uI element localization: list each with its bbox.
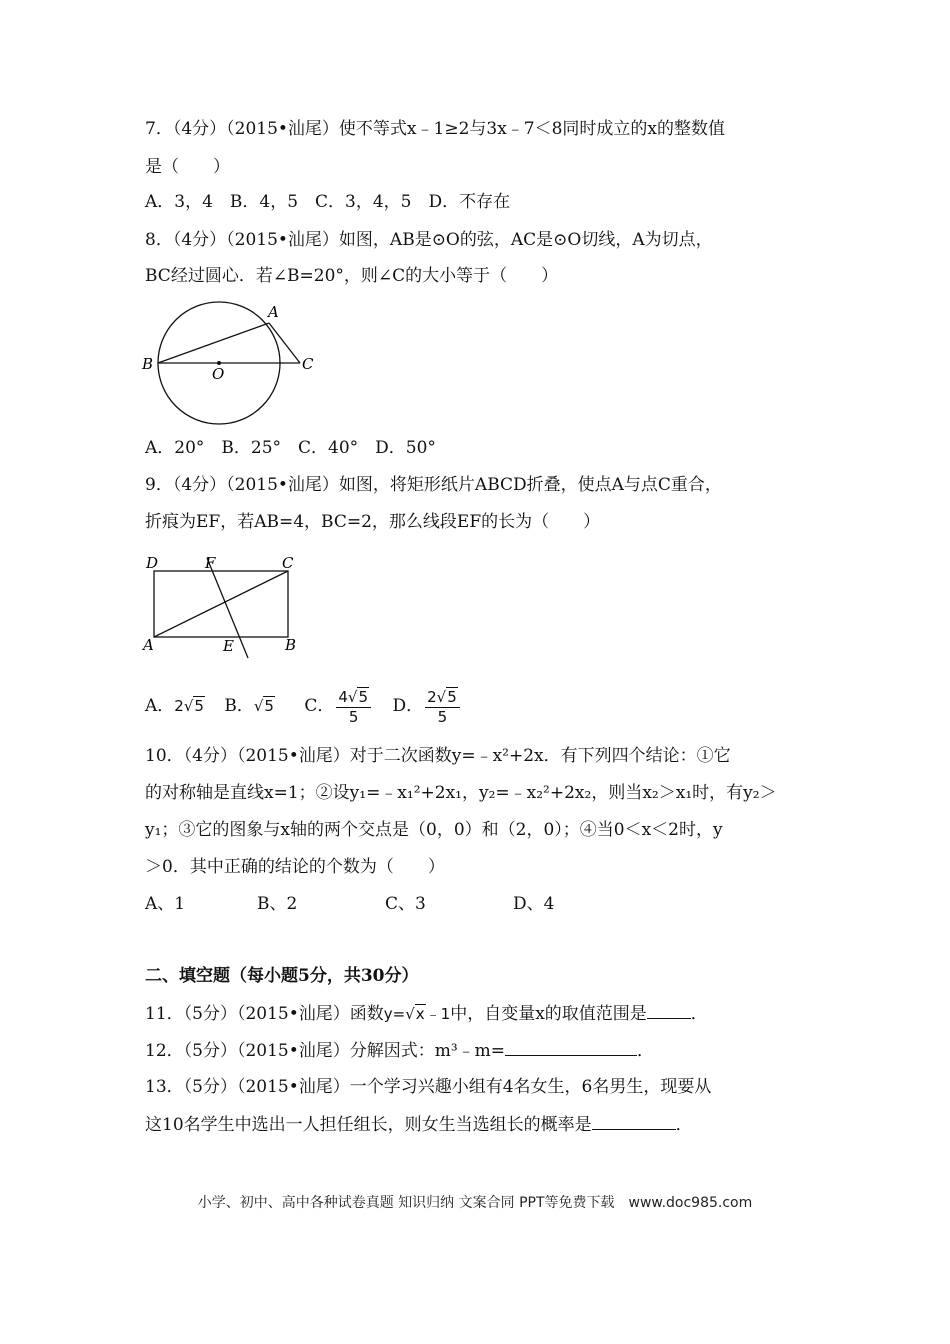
q11-prefix: 11．（5分）（2015•汕尾）函数 — [145, 1004, 384, 1024]
label-d: D — [146, 554, 159, 572]
q7-stem-line1: 7．（4分）（2015•汕尾）使不等式x﹣1≥2与3x﹣7＜8同时成立的x的整数值 — [145, 119, 726, 139]
label-e: E — [223, 637, 234, 655]
q9-option-d-fraction: $\frac{2√5}{5}$ — [425, 688, 460, 726]
q10-option-b: B、2 — [257, 894, 298, 914]
tangent-ac — [269, 323, 300, 363]
label-a: A — [268, 303, 279, 321]
q7-stem-line2: 是（ ） — [145, 157, 230, 177]
q9-stem-line1: 9．（4分）（2015•汕尾）如图，将矩形纸片ABCD折叠，使点A与点C重合， — [145, 475, 722, 495]
label-o: O — [212, 365, 225, 383]
q9-stem-line2: 折痕为EF，若AB=4，BC=2，那么线段EF的长为（ ） — [145, 512, 601, 532]
q10-stem-line1: 10．（4分）（2015•汕尾）对于二次函数y=﹣x²+2x．有下列四个结论：①它 — [145, 746, 731, 766]
q8-stem-line2: BC经过圆心．若∠B=20°，则∠C的大小等于（ ） — [145, 266, 559, 286]
q10-option-d: D、4 — [513, 894, 555, 914]
page-footer: 小学、初中、高中各种试卷真题 知识归纳 文案合同 PPT等免费下载 www.doc985.com — [197, 1195, 753, 1211]
q11-answer-blank[interactable] — [647, 1002, 691, 1019]
q8-stem-line1: 8．（4分）（2015•汕尾）如图，AB是⊙O的弦，AC是⊙O切线，A为切点， — [145, 230, 713, 250]
q9-option-b-value: √5 — [253, 697, 274, 715]
q11-suffix: 中，自变量x的取值范围是 — [450, 1004, 647, 1024]
q10-stem-line2: 的对称轴是直线x=1；②设y₁=﹣x₁²+2x₁，y₂=﹣x₂²+2x₂，则当x₂＞x₁时，有y₂＞ — [145, 783, 777, 803]
q12-stem: 12．（5分）（2015•汕尾）分解因式：m³﹣m= ． — [145, 1041, 655, 1061]
section-title-fill-in: 二、填空题（每小题5分，共30分） — [145, 966, 419, 986]
q10-option-a: A、1 — [145, 894, 186, 914]
q7-options: A．3，4 B．4，5 C．3，4，5 D．不存在 — [145, 192, 511, 212]
q10-options — [145, 893, 554, 915]
q9-rectangle-figure — [140, 550, 310, 660]
q9-option-a-value: 2√5 — [174, 697, 204, 715]
q9-option-c-label: C． — [304, 696, 335, 716]
label-f: F — [205, 554, 216, 572]
q9-options — [145, 686, 462, 726]
diagonal-ac — [154, 571, 288, 637]
q10-stem-line4: ＞0．其中正确的结论的个数为（ ） — [145, 857, 445, 877]
q9-option-a-label: A． — [145, 696, 175, 716]
q12-answer-blank[interactable] — [505, 1039, 637, 1056]
label-b: B — [142, 355, 154, 373]
q8-circle-figure — [140, 295, 330, 430]
chord-ab — [158, 323, 269, 363]
q12-prefix: 12．（5分）（2015•汕尾）分解因式：m³﹣m= — [145, 1041, 506, 1061]
q8-options: A．20° B．25° C．40° D．50° — [145, 438, 436, 458]
q10-stem-line3: y₁；③它的图象与x轴的两个交点是（0，0）和（2，0）；④当0＜x＜2时，y — [145, 820, 723, 840]
q10-option-c: C、3 — [385, 894, 426, 914]
label-c: C — [282, 554, 294, 572]
label-a: A — [143, 636, 154, 654]
q13-line2-text: 这10名学生中选出一人担任组长，则女生当选组长的概率是 — [145, 1115, 592, 1135]
label-b: B — [285, 636, 297, 654]
label-c: C — [302, 355, 314, 373]
q13-stem-line2: 这10名学生中选出一人担任组长，则女生当选组长的概率是 ． — [145, 1115, 693, 1135]
q9-option-c-fraction: $\frac{4√5}{5}$ — [336, 688, 371, 726]
q13-answer-blank[interactable] — [592, 1113, 676, 1130]
q13-stem-line1: 13．（5分）（2015•汕尾）一个学习兴趣小组有4名女生，6名男生，现要从 — [145, 1077, 712, 1097]
q9-option-d-label: D． — [392, 696, 424, 716]
q11-function: y=√x﹣1 — [383, 1005, 451, 1023]
q11-stem: 11．（5分）（2015•汕尾）函数y=√x﹣1中，自变量x的取值范围是 ． — [145, 1004, 708, 1024]
q9-option-b-label: B． — [224, 696, 254, 716]
